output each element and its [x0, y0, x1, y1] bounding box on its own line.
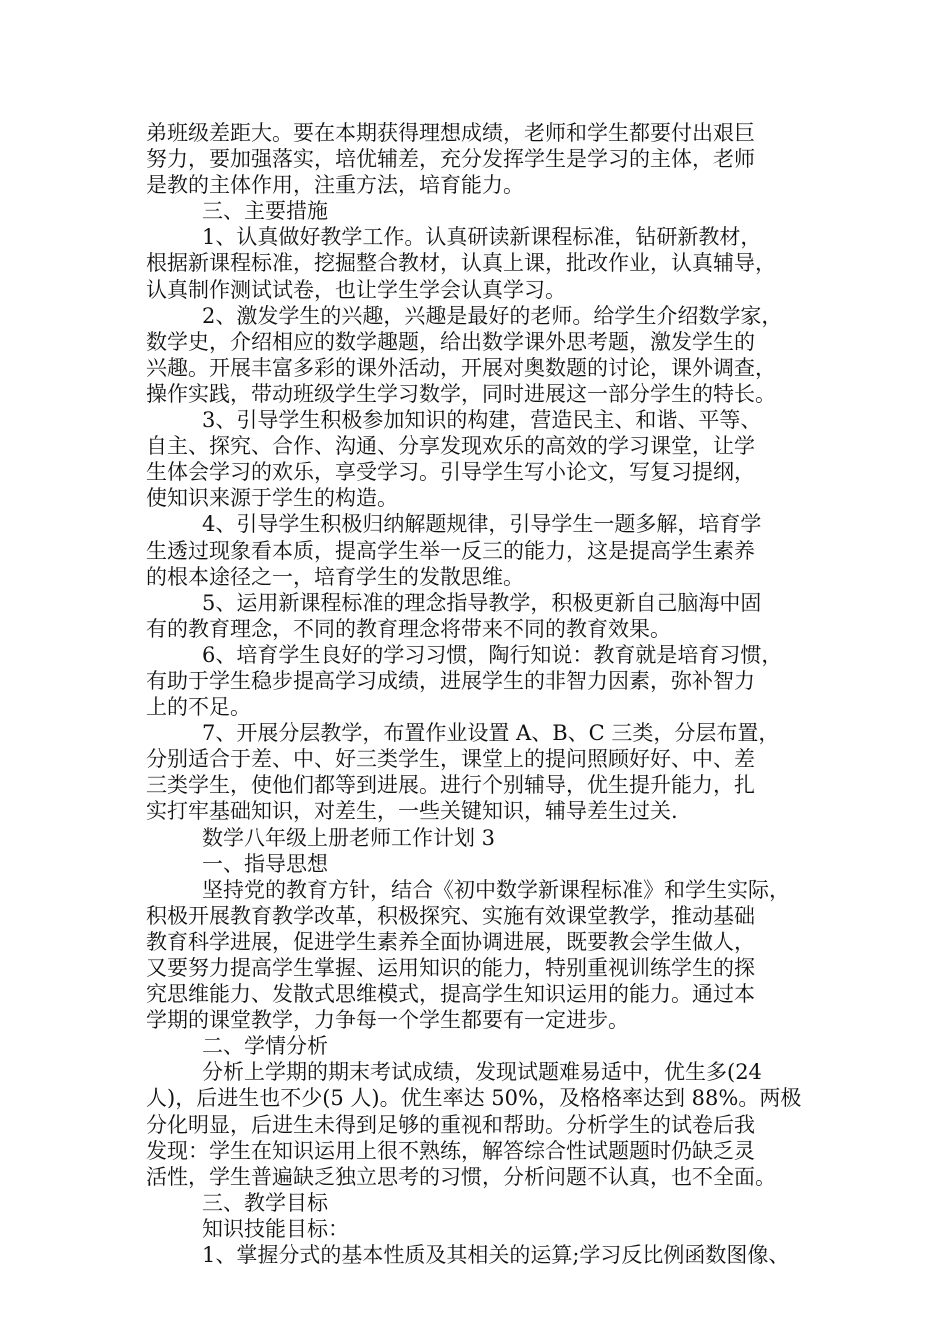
text-line: 人)，后进生也不少(5 人)。优生率达 50%，及格格率达到 88%。两极 — [146, 1086, 802, 1111]
text-line: 数学八年级上册老师工作计划 3 — [202, 825, 496, 850]
text-line: 操作实践，带动班级学生学习数学，同时进展这一部分学生的特长。 — [146, 381, 776, 406]
text-line: 6、培育学生良好的学习习惯，陶行知说：教育就是培育习惯， — [202, 642, 783, 667]
text-line: 1、认真做好教学工作。认真研读新课程标准，钻研新教材， — [202, 225, 762, 250]
text-line: 分化明显，后进生未得到足够的重视和帮助。分析学生的试卷后我 — [146, 1112, 755, 1137]
text-line: 分别适合于差、中、好三类学生，课堂上的提问照顾好好、中、差 — [146, 747, 755, 772]
text-line: 活性，学生普遍缺乏独立思考的习惯，分析问题不认真，也不全面。 — [146, 1164, 776, 1189]
text-line: 分析上学期的期末考试成绩，发现试题难易适中，优生多(24 — [202, 1060, 762, 1085]
text-line: 三、主要措施 — [202, 199, 328, 224]
text-line: 使知识来源于学生的构造。 — [146, 486, 398, 511]
text-line: 知识技能目标： — [202, 1216, 349, 1241]
text-line: 实打牢基础知识，对差生，一些关键知识，辅导差生过关. — [146, 799, 678, 824]
text-line: 三类学生，使他们都等到进展。进行个别辅导，优生提升能力，扎 — [146, 773, 755, 798]
text-line: 又要努力提高学生掌握、运用知识的能力，特别重视训练学生的探 — [146, 956, 755, 980]
document-body — [146, 120, 826, 1268]
text-line: 生透过现象看本质，提高学生举一反三的能力，这是提高学生素养 — [146, 538, 755, 563]
text-line: 教育科学进展，促进学生素养全面协调进展，既要教会学生做人， — [146, 929, 755, 954]
text-line: 生体会学习的欢乐，享受学习。引导学生写小论文，写复习提纲， — [146, 460, 755, 485]
text-line: 3、引导学生积极参加知识的构建，营造民主、和谐、平等、 — [202, 408, 762, 433]
text-line: 一、指导思想 — [202, 851, 328, 876]
text-line: 三、教学目标 — [202, 1190, 328, 1215]
text-line: 5、运用新课程标准的理念指导教学，积极更新自己脑海中固 — [202, 590, 762, 615]
text-line: 努力，要加强落实，培优辅差，充分发挥学生是学习的主体，老师 — [146, 147, 755, 172]
text-line: 兴趣。开展丰富多彩的课外活动，开展对奥数题的讨论，课外调查， — [146, 355, 776, 380]
text-line: 上的不足。 — [146, 695, 251, 720]
text-line: 自主、探究、合作、沟通、分享发现欢乐的高效的学习课堂，让学 — [146, 434, 755, 459]
text-line: 究思维能力、发散式思维模式，提高学生知识运用的能力。通过本 — [146, 982, 755, 1007]
text-line: 是教的主体作用，注重方法，培育能力。 — [146, 173, 524, 198]
text-line: 4、引导学生积极归纳解题规律，引导学生一题多解，培育学 — [202, 512, 762, 537]
text-line: 7、开展分层教学，布置作业设置 A、B、C 三类，分层布置， — [202, 721, 780, 746]
text-line: 二、学情分析 — [202, 1034, 328, 1059]
text-line: 1、掌握分式的基本性质及其相关的运算;学习反比例函数图像、 — [202, 1243, 790, 1268]
text-line: 坚持党的教育方针，结合《初中数学新课程标准》和学生实际， — [202, 877, 790, 902]
text-line: 弟班级差距大。要在本期获得理想成绩，老师和学生都要付出艰巨 — [146, 121, 755, 145]
text-line: 发现：学生在知识运用上很不熟练，解答综合性试题题时仍缺乏灵 — [146, 1138, 755, 1163]
text-line: 有的教育理念，不同的教育理念将带来不同的教育效果。 — [146, 616, 671, 641]
text-line: 积极开展教育教学改革，积极探究、实施有效课堂教学，推动基础 — [146, 903, 755, 928]
text-line: 有助于学生稳步提高学习成绩，进展学生的非智力因素，弥补智力 — [146, 668, 755, 693]
text-line: 认真制作测试试卷，也让学生学会认真学习。 — [146, 277, 566, 302]
text-line: 学期的课堂教学，力争每一个学生都要有一定进步。 — [146, 1008, 629, 1033]
text-line: 2、激发学生的兴趣，兴趣是最好的老师。给学生介绍数学家， — [202, 303, 783, 328]
text-line: 根据新课程标准，挖掘整合教材，认真上课，批改作业，认真辅导， — [146, 251, 776, 276]
text-line: 的根本途径之一，培育学生的发散思维。 — [146, 564, 524, 589]
text-line: 数学史，介绍相应的数学趣题，给出数学课外思考题，激发学生的 — [146, 329, 755, 354]
